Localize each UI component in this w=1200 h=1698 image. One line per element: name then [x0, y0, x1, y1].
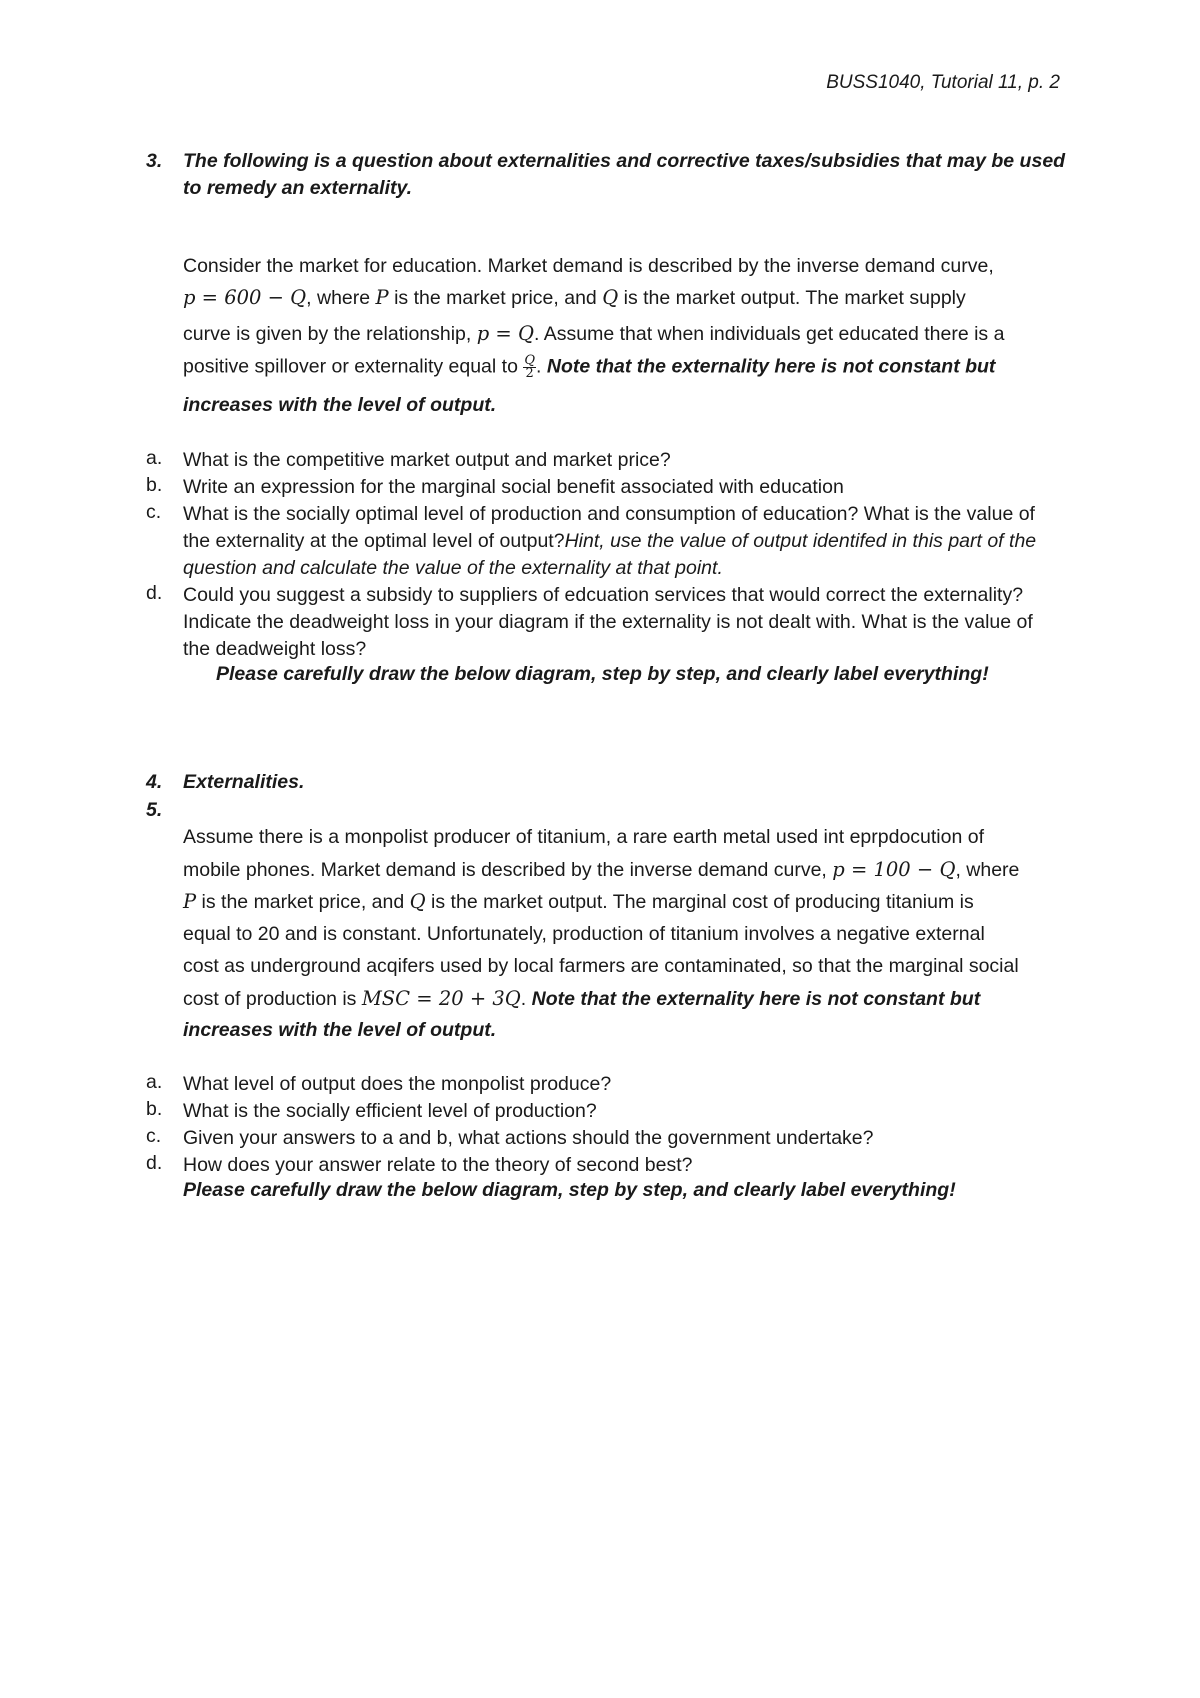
fraction-denominator: 2: [525, 366, 534, 381]
q3-fraction: [523, 355, 536, 380]
q3-text: .: [536, 355, 547, 378]
q5-para-line6: [183, 987, 980, 1011]
q3-supply-eq: p = Q: [476, 322, 534, 345]
question-3-number: 3.: [146, 150, 163, 172]
item-label: d.: [146, 582, 163, 604]
q3-var-p: P: [375, 286, 389, 309]
item-label: a.: [146, 1071, 163, 1093]
item-label: d.: [146, 1152, 163, 1174]
question-5-number: 5.: [146, 799, 163, 821]
q3-text: . Assume that when individuals get educated there is a: [533, 323, 1005, 345]
q3-para-line5: increases with the level of output.: [183, 394, 497, 416]
q5-note: Note that the externality here is not constant but: [531, 988, 981, 1010]
item-label: b.: [146, 474, 163, 496]
item-text: How does your answer relate to the theory of second best?: [183, 1154, 693, 1176]
q5-draw-note: Please carefully draw the below diagram, step by step, and clearly label everything!: [183, 1179, 956, 1201]
fraction-numerator: Q: [524, 353, 536, 368]
q5-text: is the market price, and: [196, 891, 410, 913]
q3-text: , where: [306, 287, 376, 309]
q5-text: .: [520, 988, 532, 1010]
q3-text: is the market price, and: [388, 287, 603, 309]
q3-note: Note that the externality here is not constant but: [546, 355, 996, 378]
q5-text: is the market output. The marginal cost of producing titanium is: [425, 891, 974, 913]
q3-text: positive spillover or externality equal to: [183, 355, 524, 378]
q5-para-line3: [183, 890, 974, 914]
q5-var-q: Q: [409, 890, 426, 913]
page-header: BUSS1040, Tutorial 11, p. 2: [826, 72, 1060, 93]
q5-demand-eq: p = 100 − Q: [832, 858, 956, 881]
question-3-title-line1: The following is a question about externalities and corrective taxes/subsidies that may be used: [183, 150, 1066, 172]
question-3-title-line2: to remedy an externality.: [183, 177, 413, 199]
q3-para-line3: [183, 322, 1004, 346]
item-text: What level of output does the monpolist produce?: [183, 1073, 612, 1095]
q3-para-line2: [183, 286, 966, 310]
item-text: Could you suggest a subsidy to suppliers of edcuation services that would correct the externality? Indicate the deadweight loss in your diagram if the externality is not dealt with. What is the value of the deadweight loss?: [183, 584, 1033, 660]
item-hint: Hint, use the value of output identifed in this part of the question and calculate the value of the externality at that point.: [183, 530, 1037, 579]
question-4-number: 4.: [146, 771, 163, 793]
q5-text: cost of production is: [183, 988, 362, 1010]
item-text: Given your answers to a and b, what actions should the government undertake?: [183, 1127, 874, 1149]
item-text: What is the competitive market output and market price?: [183, 449, 671, 471]
q5-para-line2: [183, 858, 1019, 882]
item-text-main: What is the socially optimal level of production and consumption of education? What is the value of the externality at the optimal level of output?: [183, 503, 1035, 552]
q3-para-line4: [183, 355, 995, 380]
q5-para-line7: increases with the level of output.: [183, 1019, 497, 1041]
q5-msc-eq: MSC = 20 + 3Q: [361, 987, 521, 1010]
item-label: c.: [146, 1125, 162, 1147]
q3-draw-note: Please carefully draw the below diagram, step by step, and clearly label everything!: [216, 663, 989, 685]
q3-var-q: Q: [602, 286, 619, 309]
q5-para-line1: Assume there is a monpolist producer of titanium, a rare earth metal used int eprpdocution of: [183, 826, 985, 848]
q5-para-line4: equal to 20 and is constant. Unfortunately, production of titanium involves a negative external: [183, 923, 985, 945]
item-label: b.: [146, 1098, 163, 1120]
q3-demand-eq: p = 600 − Q: [183, 286, 307, 309]
q5-text: mobile phones. Market demand is described by the inverse demand curve,: [183, 859, 833, 881]
q3-text: is the market output. The market supply: [618, 287, 966, 309]
question-4-title: Externalities.: [183, 771, 305, 793]
q3-para-line1: Consider the market for education. Market demand is described by the inverse demand curve,: [183, 255, 994, 277]
q5-var-p: P: [183, 890, 197, 913]
q5-para-line5: cost as underground acqifers used by local farmers are contaminated, so that the marginal social: [183, 955, 1019, 977]
item-text: What is the socially efficient level of production?: [183, 1100, 597, 1122]
q5-text: , where: [955, 859, 1020, 881]
q3-text: curve is given by the relationship,: [183, 323, 477, 345]
item-label: a.: [146, 447, 163, 469]
item-text: Write an expression for the marginal social benefit associated with education: [183, 476, 844, 498]
item-text: [183, 501, 1043, 582]
item-label: c.: [146, 501, 162, 523]
